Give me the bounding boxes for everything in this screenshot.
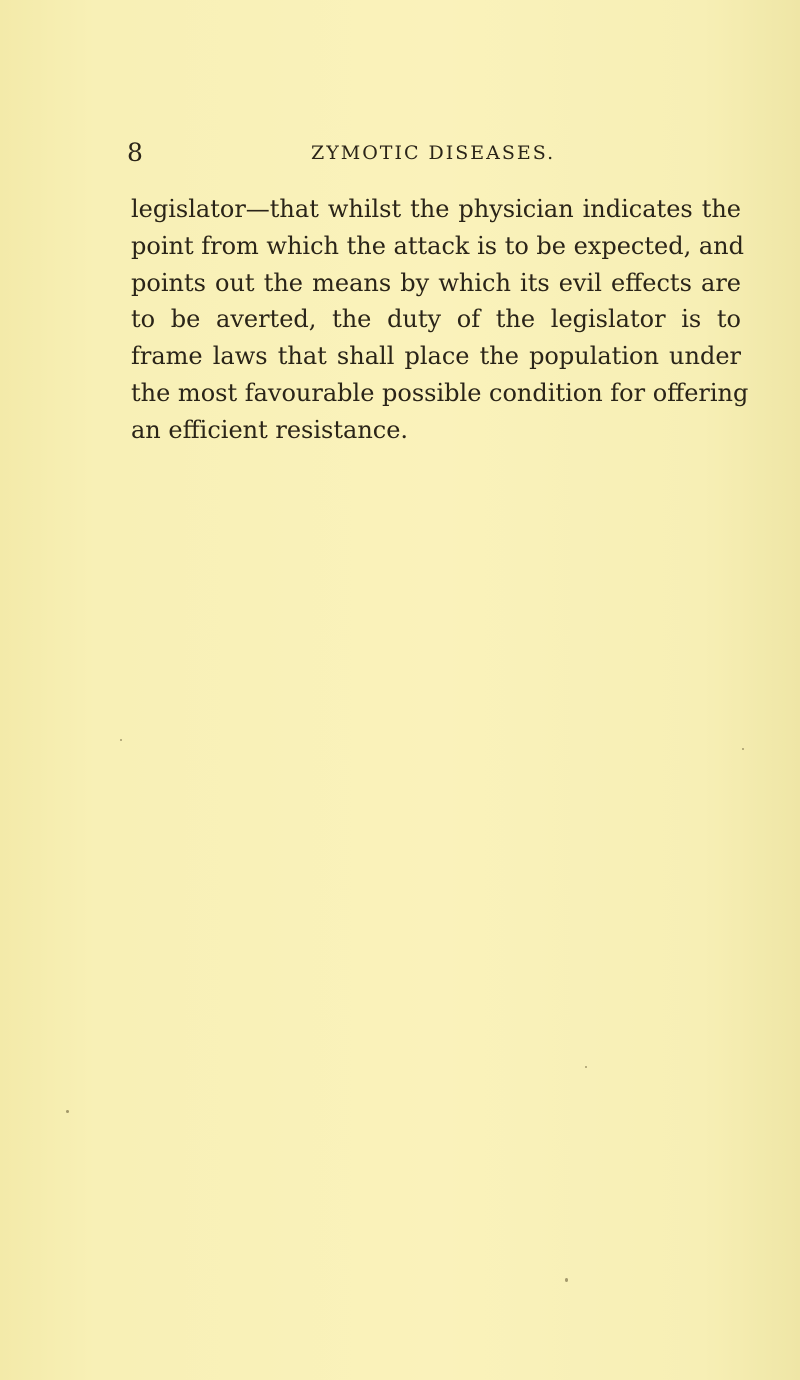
text-line: frame laws that shall place the population under (131, 342, 741, 371)
text-line: to be averted, the duty of the legislator is to (131, 305, 741, 334)
page-number: 8 (127, 138, 143, 167)
body-paragraph (131, 191, 749, 449)
paper-speck (742, 748, 744, 750)
paper-speck (66, 1110, 69, 1113)
text-line: point from which the attack is to be expected, and (131, 231, 744, 260)
text-line: the most favourable possible condition for offering (131, 378, 749, 407)
running-head (127, 137, 607, 169)
paper-speck (585, 1066, 587, 1068)
running-title: ZYMOTIC DISEASES. (311, 142, 556, 164)
text-line: an efficient resistance. (131, 415, 409, 444)
text-line: legislator—that whilst the physician indicates the (131, 195, 741, 223)
paper-speck (120, 739, 122, 741)
paper-speck (565, 1278, 568, 1282)
text-line: points out the means by which its evil effects are (131, 268, 741, 297)
